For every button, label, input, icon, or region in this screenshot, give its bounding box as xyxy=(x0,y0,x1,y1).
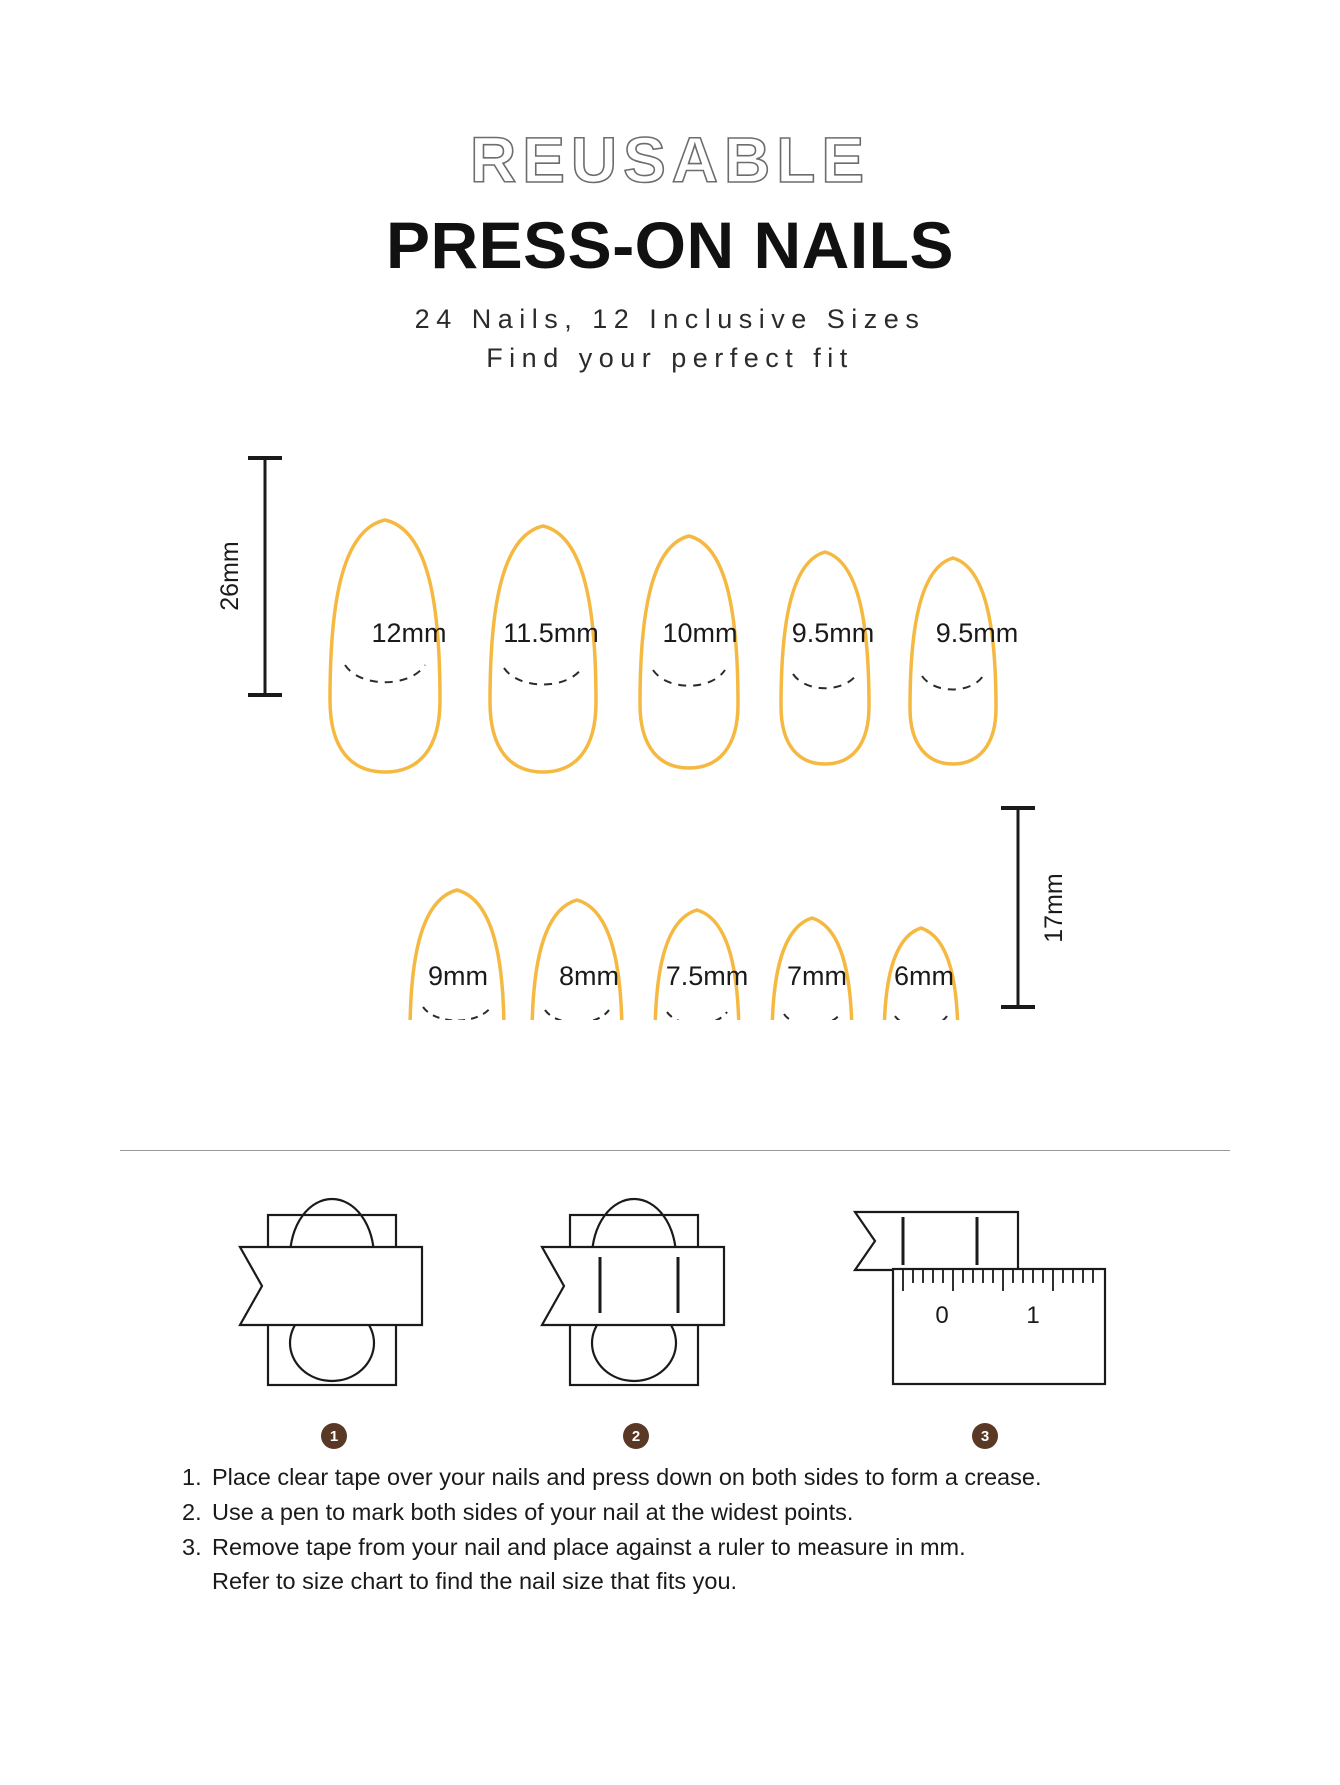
size-label-9mm: 9mm xyxy=(428,961,488,991)
step-badge-2: 2 xyxy=(623,1423,649,1449)
nail-size-chart xyxy=(0,410,1340,1020)
instruction-number-3: 3. xyxy=(182,1533,202,1560)
step-1-diagram xyxy=(240,1199,422,1385)
instruction-text-1: Place clear tape over your nails and press down on both sides to form a crease. xyxy=(212,1464,1042,1490)
height-indicator-top xyxy=(248,458,282,695)
height-label-bottom: 17mm xyxy=(1040,873,1068,943)
instruction-item-2 xyxy=(0,1495,1340,1530)
subtitle-line-2: Find your perfect fit xyxy=(486,343,854,373)
size-label-6mm: 6mm xyxy=(894,961,954,991)
nail-shape-9.5mm-a xyxy=(781,552,869,764)
page-title: PRESS-ON NAILS xyxy=(385,208,955,282)
nail-shape-8mm xyxy=(532,900,622,1020)
size-label-7.5mm: 7.5mm xyxy=(665,961,749,991)
ruler-tick-label-0: 0 xyxy=(935,1302,949,1329)
instruction-item-3 xyxy=(0,1530,1340,1565)
nail-shape-11.5mm xyxy=(490,526,596,772)
nail-shape-9.5mm-b xyxy=(910,558,996,764)
instruction-text-2: Use a pen to mark both sides of your nail at the widest points. xyxy=(212,1498,854,1525)
instructions-list xyxy=(0,1460,1340,1599)
nail-shape-9mm xyxy=(410,890,504,1020)
size-label-7mm: 7mm xyxy=(787,961,847,991)
size-label-12mm: 12mm xyxy=(371,618,447,648)
instruction-number-1: 1. xyxy=(182,1464,202,1490)
step-badge-3: 3 xyxy=(972,1423,998,1449)
step-2-diagram xyxy=(542,1199,724,1385)
size-label-10mm: 10mm xyxy=(662,618,738,648)
subtitle-line-1: 24 Nails, 12 Inclusive Sizes xyxy=(414,304,926,334)
size-label-9.5mm-a: 9.5mm xyxy=(791,618,875,648)
how-to-measure-steps xyxy=(0,1195,1340,1465)
section-divider xyxy=(120,1150,1230,1151)
ruler-tick-label-1: 1 xyxy=(1026,1302,1040,1329)
size-label-11.5mm: 11.5mm xyxy=(503,618,599,648)
height-indicator-bottom xyxy=(1001,808,1035,1007)
instruction-number-2: 2. xyxy=(182,1498,202,1525)
page-title-outline: REUSABLE xyxy=(469,124,871,196)
instruction-text-3: Remove tape from your nail and place against a ruler to measure in mm. xyxy=(212,1533,966,1560)
nail-shape-10mm xyxy=(640,536,738,768)
instruction-item-1 xyxy=(0,1460,1340,1495)
header xyxy=(0,0,1340,374)
step-3-diagram xyxy=(855,1212,1105,1384)
step-badge-1: 1 xyxy=(321,1423,347,1449)
size-label-8mm: 8mm xyxy=(559,961,619,991)
height-label-top: 26mm xyxy=(216,541,244,611)
instruction-continuation: Refer to size chart to find the nail size that fits you. xyxy=(212,1568,738,1595)
size-label-9.5mm-b: 9.5mm xyxy=(935,618,1019,648)
